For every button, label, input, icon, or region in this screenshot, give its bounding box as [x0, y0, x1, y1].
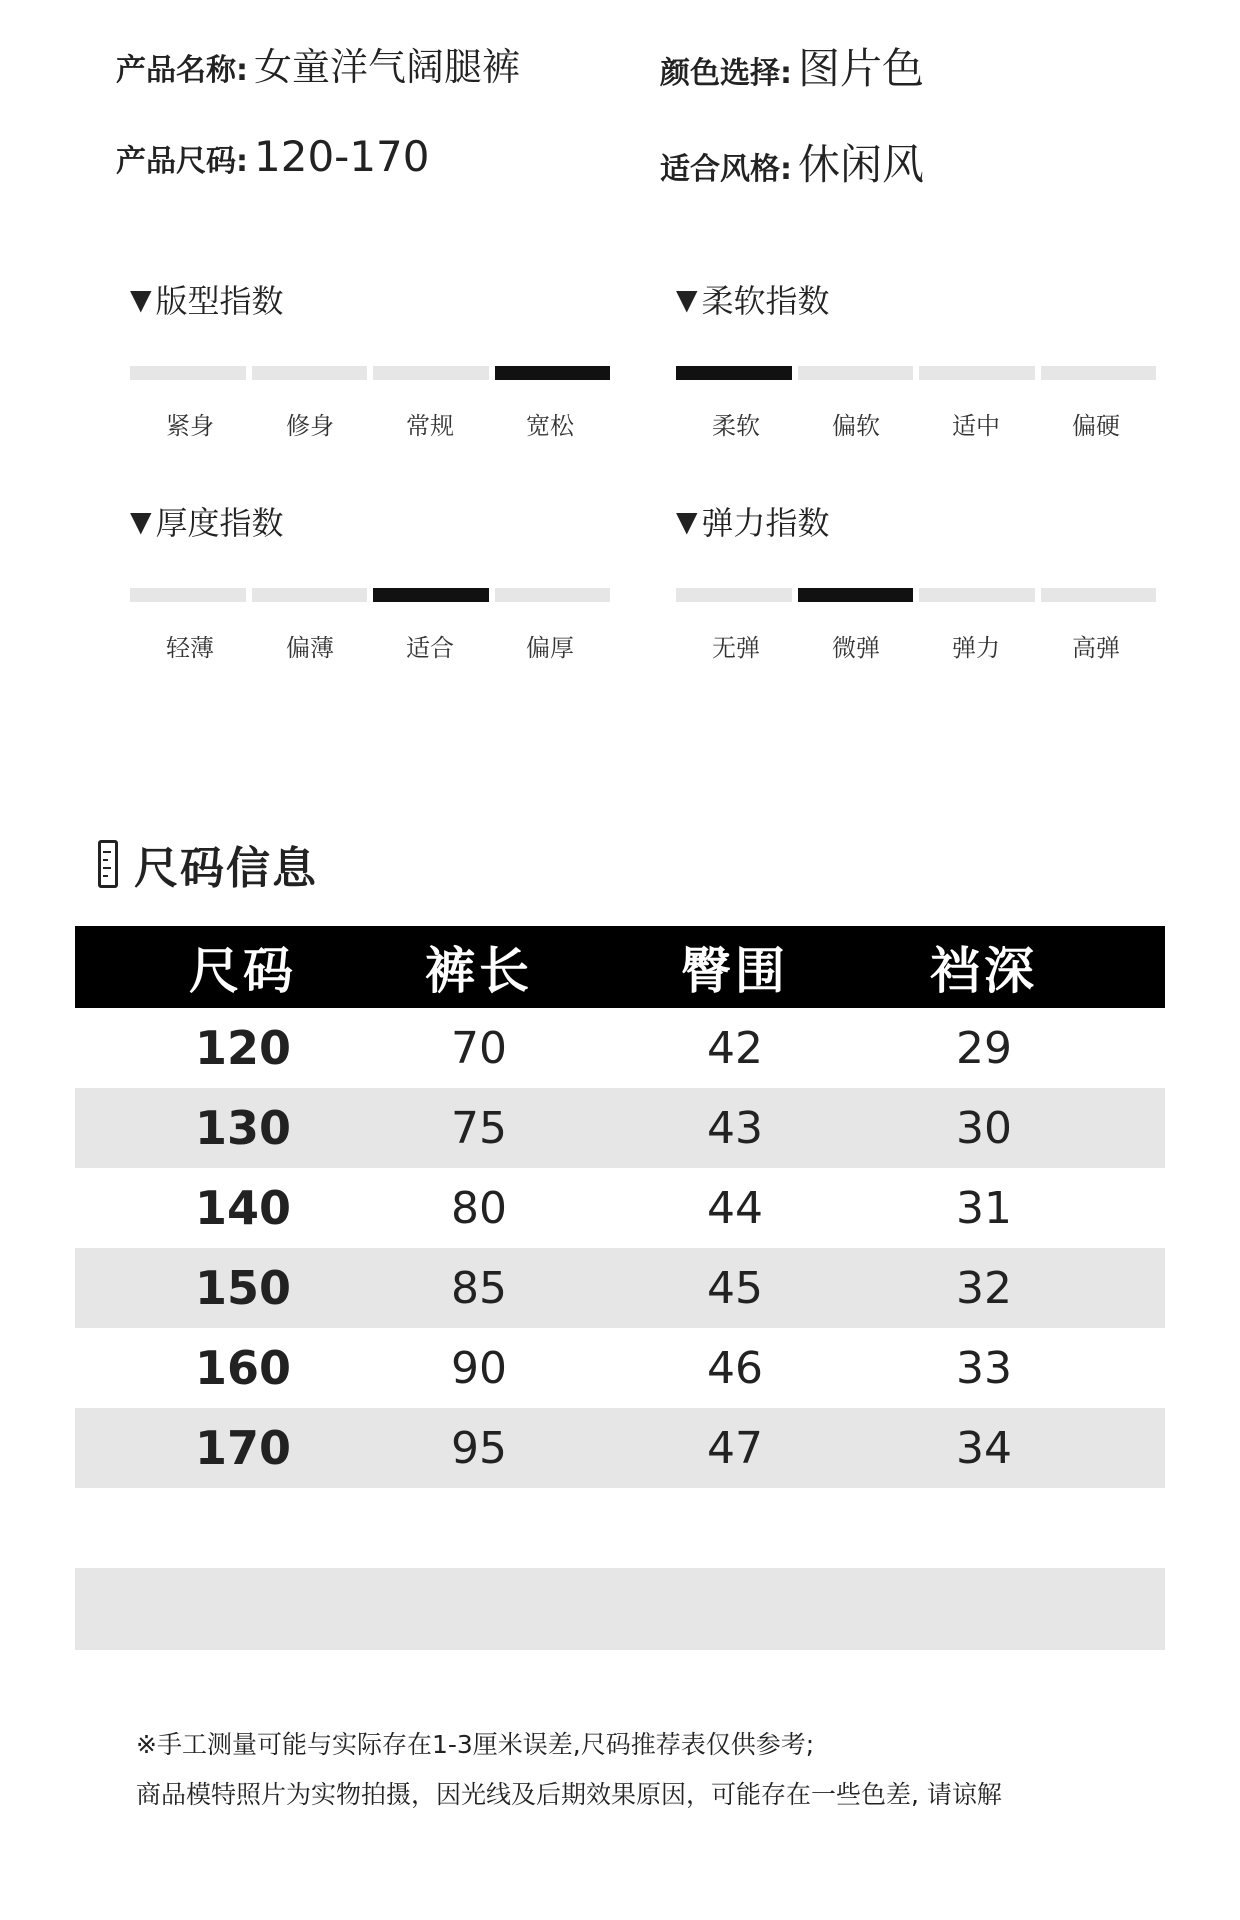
style-row [660, 132, 924, 192]
scale-option-label: 宽松 [526, 412, 574, 440]
ruler-icon [98, 840, 118, 888]
header-length: 裤长 [425, 942, 533, 1000]
table-row [75, 1088, 1165, 1168]
scale-option-label: 无弹 [712, 634, 760, 662]
cell-size: 160 [194, 1341, 292, 1395]
scale-segment [1041, 366, 1157, 380]
cell-size: 130 [194, 1101, 292, 1155]
scale-segment [798, 366, 914, 380]
scale-option-label: 偏厚 [526, 634, 574, 662]
table-row [75, 1168, 1165, 1248]
header-rise: 裆深 [930, 942, 1038, 1000]
cell-rise: 29 [956, 1022, 1012, 1074]
scale-segment [919, 588, 1035, 602]
cell-hip: 46 [707, 1342, 763, 1394]
scale-segment [495, 588, 611, 602]
cell-rise: 33 [956, 1342, 1012, 1394]
table-header [75, 926, 1165, 1008]
size-range-value: 120-170 [254, 132, 430, 181]
scale-option-label: 偏硬 [1072, 412, 1120, 440]
scale-segment-selected [676, 366, 792, 380]
scale-bar [676, 588, 1156, 602]
cell-hip: 44 [707, 1182, 763, 1234]
scale-segment [252, 366, 368, 380]
scale-segment [130, 366, 246, 380]
cell-hip: 43 [707, 1102, 763, 1154]
scale-option-label: 紧身 [166, 412, 214, 440]
size-info-title: 尺码信息 [134, 843, 318, 894]
cell-length: 95 [451, 1422, 507, 1474]
cell-rise: 34 [956, 1422, 1012, 1474]
scale-option-label: 高弹 [1072, 634, 1120, 662]
cell-length: 80 [451, 1182, 507, 1234]
scale-bar [676, 366, 1156, 380]
scale-option-label: 常规 [406, 412, 454, 440]
cell-rise: 31 [956, 1182, 1012, 1234]
scale-title-text: 版型指数 [155, 282, 284, 320]
scale-option-label: 轻薄 [166, 634, 214, 662]
scale-labels [130, 628, 610, 663]
scale-bar [130, 366, 610, 380]
scale-option-label: 修身 [286, 412, 334, 440]
scale-labels [676, 406, 1156, 441]
scale-labels [130, 406, 610, 441]
scale-option-label: 微弹 [832, 634, 880, 662]
product-name-value: 女童洋气阔腿裤 [254, 45, 521, 89]
fit-index-scale [130, 276, 610, 440]
scale-bar [130, 588, 610, 602]
table-row [75, 1328, 1165, 1408]
table-row [75, 1008, 1165, 1088]
scale-segment [373, 366, 489, 380]
size-range-label: 产品尺码: [116, 144, 248, 179]
cell-hip: 47 [707, 1422, 763, 1474]
softness-index-title [676, 276, 1156, 322]
scale-segment [919, 366, 1035, 380]
note-line-1: ※手工测量可能与实际存在1-3厘米误差,尺码推荐表仅供参考; [136, 1730, 815, 1759]
style-label: 适合风格: [660, 152, 792, 187]
scale-option-label: 弹力 [952, 634, 1000, 662]
blank-strip [75, 1568, 1165, 1650]
triangle-down-icon: ▼ [676, 282, 698, 316]
scale-labels [676, 628, 1156, 663]
fit-index-title [130, 276, 610, 322]
elasticity-index-title [676, 498, 1156, 544]
header-size: 尺码 [189, 942, 297, 1000]
scale-segment [252, 588, 368, 602]
scale-segment [130, 588, 246, 602]
scale-segment-selected [495, 366, 611, 380]
size-table [75, 926, 1165, 1488]
scale-segment-selected [798, 588, 914, 602]
thickness-index-title [130, 498, 610, 544]
size-info-heading [98, 832, 318, 896]
cell-length: 70 [451, 1022, 507, 1074]
triangle-down-icon: ▼ [130, 504, 152, 538]
scale-title-text: 弹力指数 [701, 504, 830, 542]
product-name-row [116, 36, 520, 91]
scale-segment [676, 588, 792, 602]
disclaimer-notes [136, 1720, 1002, 1820]
scale-segment [1041, 588, 1157, 602]
scale-option-label: 柔软 [712, 412, 760, 440]
cell-hip: 42 [707, 1022, 763, 1074]
cell-size: 170 [194, 1421, 292, 1475]
cell-rise: 32 [956, 1262, 1012, 1314]
table-row [75, 1248, 1165, 1328]
thickness-index-scale [130, 498, 610, 662]
scale-option-label: 偏软 [832, 412, 880, 440]
product-name-label: 产品名称: [116, 53, 248, 88]
scale-segment-selected [373, 588, 489, 602]
cell-length: 90 [451, 1342, 507, 1394]
cell-size: 140 [194, 1181, 292, 1235]
triangle-down-icon: ▼ [130, 282, 152, 316]
header-hip: 臀围 [681, 942, 789, 1000]
cell-rise: 30 [956, 1102, 1012, 1154]
cell-length: 75 [451, 1102, 507, 1154]
cell-size: 150 [194, 1261, 292, 1315]
scale-option-label: 偏薄 [286, 634, 334, 662]
color-label: 颜色选择: [660, 56, 792, 91]
style-value: 休闲风 [798, 140, 925, 189]
triangle-down-icon: ▼ [676, 504, 698, 538]
scale-title-text: 柔软指数 [701, 282, 830, 320]
cell-hip: 45 [707, 1262, 763, 1314]
elasticity-index-scale [676, 498, 1156, 662]
color-row [660, 36, 924, 96]
scale-option-label: 适中 [952, 412, 1000, 440]
color-value: 图片色 [798, 44, 925, 93]
table-row [75, 1408, 1165, 1488]
note-line-2: 商品模特照片为实物拍摄，因光线及后期效果原因，可能存在一些色差, 请谅解 [136, 1780, 1002, 1809]
scale-title-text: 厚度指数 [155, 504, 284, 542]
cell-size: 120 [194, 1021, 292, 1075]
cell-length: 85 [451, 1262, 507, 1314]
softness-index-scale [676, 276, 1156, 440]
size-range-row [116, 132, 430, 181]
scale-option-label: 适合 [406, 634, 454, 662]
